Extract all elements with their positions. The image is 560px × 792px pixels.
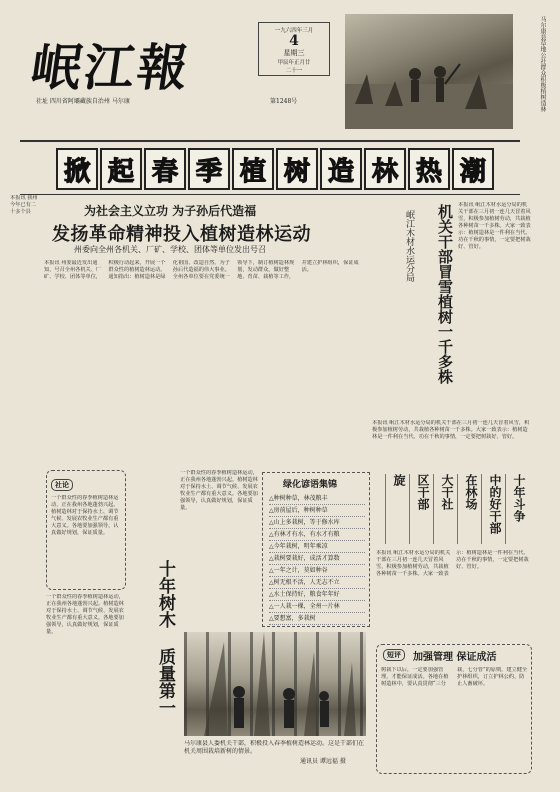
bottom-photo — [184, 632, 366, 736]
left-edge-column: 本报讯 我州今年已有二十多个县 — [10, 195, 38, 215]
proverbs-title: 绿化谚语集锦 — [283, 480, 338, 490]
main-headline: 发扬革命精神投入植树造林运动 — [52, 224, 311, 245]
masthead-title: 岷江報 — [27, 38, 195, 97]
right-body-lower: 本报讯 岷江木材水运分局的机关干部在三月初一连几天冒着风雪，积极参加植树劳动，共栽植各种树苗一千多株。大家一致表示：植树造林是一件利在当代、功在千秋的事情，一定要把树栽好、管好。 — [372, 420, 530, 440]
cadres-planting-image — [184, 632, 366, 736]
right-headline: 机关干部冒雪植树一千多株 — [436, 204, 454, 384]
main-subheadline: 州委向全州各机关、厂矿、学校、团体等单位发出号召 — [74, 245, 266, 254]
proverb-item: △种树种草，林茂粮丰 — [269, 493, 365, 505]
bottom-right-body: 树栽下以后，一定要加强管理，才能保证成活。各地在植树造林中，要认真贯彻“三分栽，七分管”的原则，建立健全护林组织，订立护林公约，防止人畜破坏。 — [381, 667, 528, 687]
issue-number: 第1248号 — [270, 98, 298, 105]
tree-planting-scene-image — [345, 14, 513, 129]
slogan-grid — [378, 474, 528, 546]
banner-char: 季 — [188, 148, 230, 190]
bottom-right-box — [376, 644, 532, 774]
slogan-column: 在林场 — [457, 474, 480, 544]
proverbs-box — [262, 472, 370, 627]
banner-char: 林 — [364, 148, 406, 190]
banner-char: 热 — [408, 148, 450, 190]
proverb-item: △一人栽一棵，全州一片林 — [269, 601, 365, 613]
editorial-continue: 一个群众性的春季植树造林运动，正在我州各地蓬勃兴起。植树造林对于保持水土、调节气候、发展农牧业生产都有重大意义。各地要加强领导，认真做好规划，保证质量。 — [46, 594, 124, 635]
date-weekday: 星期三 — [283, 49, 305, 57]
main-body: 本报讯 州委最近发出通知，号召全州各机关、厂矿、学校、团体等单位，积极行动起来，开展一个群众性的植树造林运动。通知指出：植树造林是绿化祖国、改造自然、为子孙后代造福的伟大事业。全州各单位要在党委统一领导下，制订植树造林规划，发动群众，做好整地、育苗、栽植等工作，并建立护林组织，保证成活。 — [44, 260, 359, 280]
proverb-item: △房前屋后，种树种草 — [269, 505, 365, 517]
slogan-column: 中的好干部 — [481, 474, 504, 544]
bottom-photo-credit: 通讯员 谭远福 摄 — [300, 758, 346, 765]
banner-char: 春 — [144, 148, 186, 190]
bottom-right-label: 短评 — [383, 649, 405, 661]
proverb-item: △水土保持好，粮食年年好 — [269, 589, 365, 601]
banner-char: 起 — [100, 148, 142, 190]
proverb-item: △有林才有水，有水才有粮 — [269, 529, 365, 541]
date-sub: 二十一 — [285, 68, 303, 74]
right-byline: 岷江木材水运分局 — [404, 210, 414, 282]
top-photo — [345, 14, 513, 129]
banner-char: 掀 — [56, 148, 98, 190]
main-kicker: 为社会主义立功 为子孙后代造福 — [84, 204, 257, 218]
masthead-publisher: 社址 四川省阿壩藏族自治州 马尔康 — [36, 98, 130, 105]
bottom-right-title: 加强管理 保证成活 — [413, 652, 497, 663]
banner — [55, 148, 495, 192]
slogan-column: 旋 — [385, 474, 408, 544]
proverb-item: △栽树要栽好，成活才算数 — [269, 553, 365, 565]
slogan-column: 大干社 — [433, 474, 456, 544]
middle-right-body: 本报讯 岷江木材水运分局的机关干部在三月初一连几天冒着风雪，积极参加植树劳动，共栽植各种树苗一千多株。大家一致表示：植树造林是一件利在当代、功在千秋的事情，一定要把树栽好、管好。 — [376, 550, 529, 577]
editorial-box — [46, 470, 126, 590]
date-lunar: 甲辰年正月廿 — [277, 60, 311, 66]
proverbs-list — [269, 493, 365, 625]
proverb-item: △要想富，多栽树 — [269, 613, 365, 625]
quality-body: 一个群众性的春季植树造林运动，正在我州各地蓬勃兴起。植树造林对于保持水土、调节气候、发展农牧业生产都有重大意义。各地要加强领导，认真做好规划，保证质量。 — [180, 470, 258, 511]
editorial-label: 社论 — [51, 479, 73, 491]
proverb-item: △今年栽树，明年乘凉 — [269, 541, 365, 553]
bottom-photo-caption: 马尔康县人委机关干部，积极投入春季植树造林运动。这是干部们在机关周围栽培新树的情景。 — [184, 740, 365, 755]
banner-char: 树 — [276, 148, 318, 190]
main-story — [44, 198, 364, 468]
proverb-item: △一年之计，莫如种谷 — [269, 565, 365, 577]
slogan-column: 区干部 — [409, 474, 432, 544]
date-year: 一九六四年三月 — [274, 28, 314, 34]
quality-headline: 十年树木 质量第一 — [155, 560, 175, 716]
banner-char: 植 — [232, 148, 274, 190]
date-day: 4 — [289, 33, 299, 49]
banner-char: 潮 — [452, 148, 494, 190]
right-body: 本报讯 岷江木材水运分局的机关干部在三月初一连几天冒着风雪，积极参加植树劳动，共栽植各种树苗一千多株。大家一致表示：植树造林是一件利在当代、功在千秋的事情，一定要把树栽好、管好。 — [458, 202, 531, 250]
editorial-body: 一个群众性的春季植树造林运动，正在我州各地蓬勃兴起。植树造林对于保持水土、调节气候、发展农牧业生产都有重大意义。各地要加强领导，认真做好规划，保证质量。 — [51, 495, 119, 536]
banner-rule-top — [20, 140, 520, 142]
top-photo-caption: 马尔康县草地公社群众积极植树造林 — [539, 16, 546, 112]
proverb-item: △树无根不活，人无志不立 — [269, 577, 365, 589]
proverb-item: △山上多栽树，等于修水库 — [269, 517, 365, 529]
slogan-column: 十年斗争 — [505, 474, 528, 544]
date-block — [258, 22, 330, 76]
banner-char: 造 — [320, 148, 362, 190]
banner-rule-bottom — [20, 194, 520, 195]
